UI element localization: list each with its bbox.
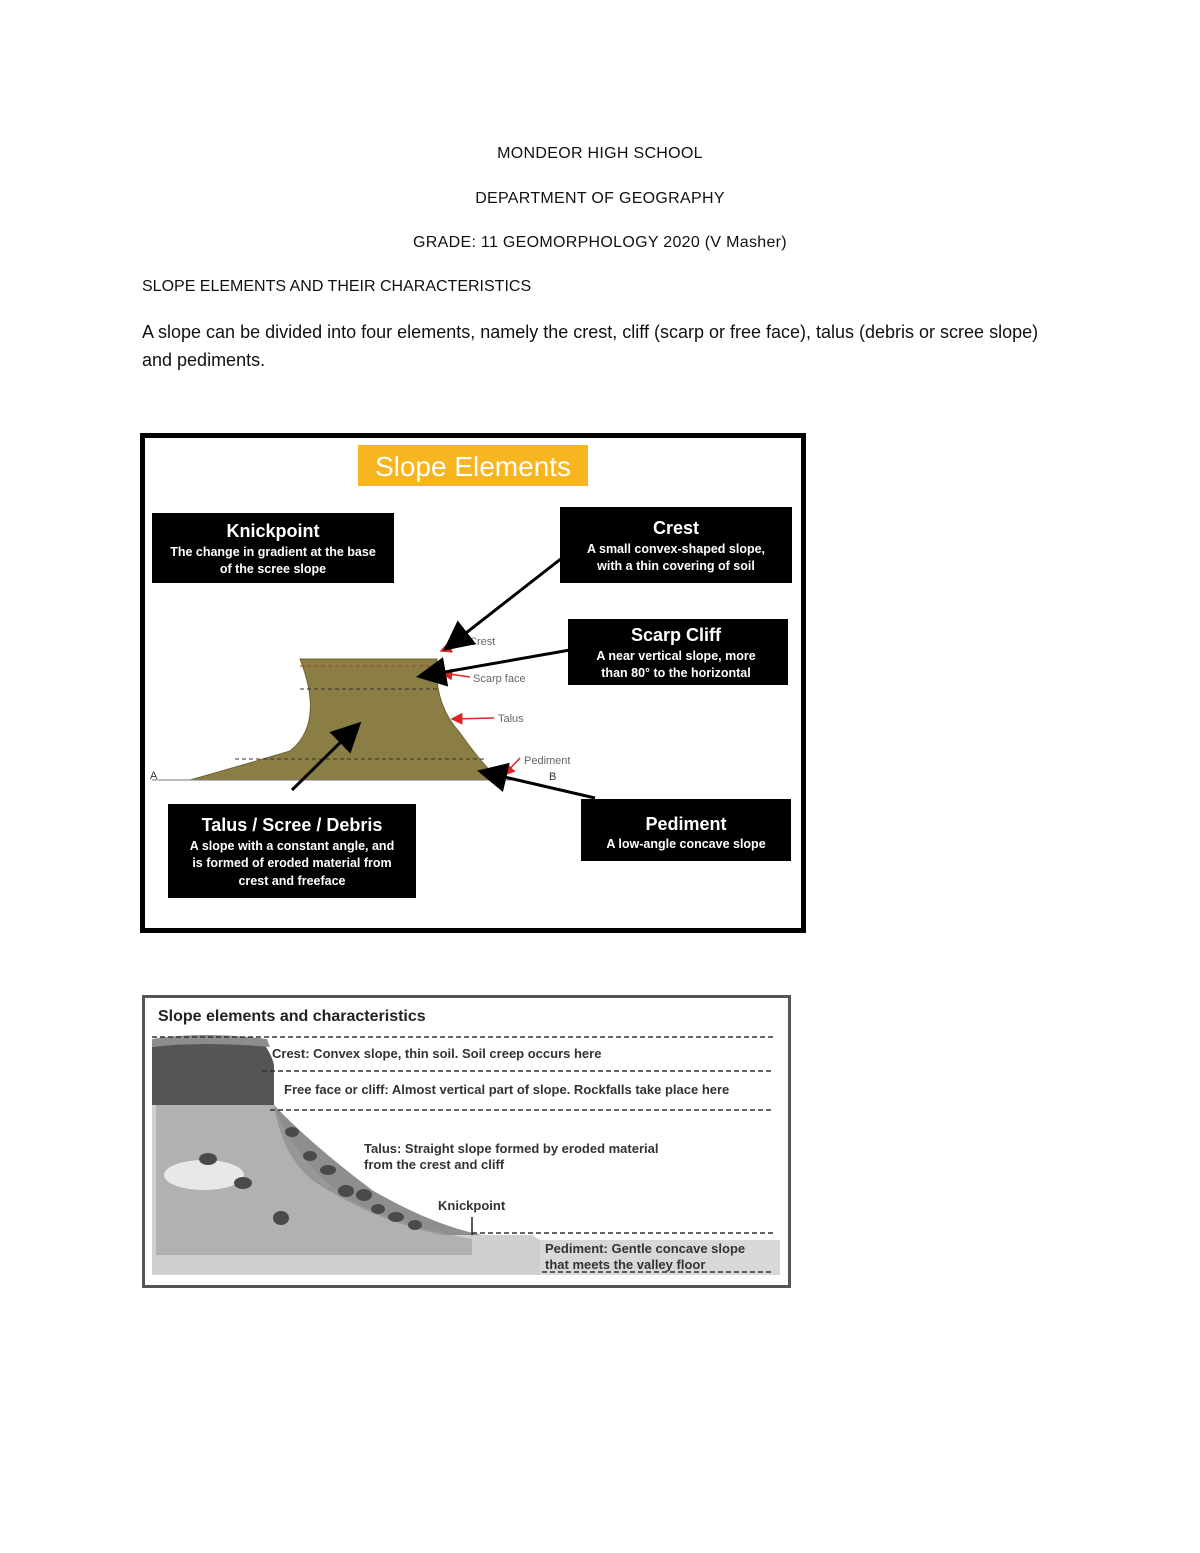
- slope-characteristics-figure: [142, 995, 792, 1289]
- crest-title: Crest: [652, 518, 700, 538]
- scarp-desc-2: than 80° to the horizontal: [601, 666, 751, 680]
- figure2-knickpoint-text: Knickpoint: [438, 1198, 506, 1213]
- talus-desc-2: is formed of eroded material from: [192, 856, 392, 870]
- knickpoint-desc-2: of the scree slope: [219, 562, 327, 576]
- pediment-desc: A low-angle concave slope: [606, 837, 766, 851]
- crest-desc-1: A small convex-shaped slope,: [586, 542, 766, 556]
- figure2-pediment-text-1: Pediment: Gentle concave slope: [545, 1241, 746, 1256]
- talus-desc-3: crest and freeface: [238, 874, 346, 888]
- scarp-label: Scarp face: [473, 673, 526, 685]
- pediment-label: Pediment: [524, 755, 571, 767]
- knickpoint-box: [152, 513, 394, 583]
- crest-box: [560, 507, 792, 583]
- crest-label: Crest: [469, 636, 496, 648]
- figure2-pediment-text-2: that meets the valley floor: [545, 1257, 706, 1272]
- slope-elements-figure: [140, 433, 806, 933]
- intro-paragraph: A slope can be divided into four elements, namely the crest, cliff (scarp or free face), talus (debris or scree slope) and pediments.: [142, 322, 1039, 370]
- school-name: MONDEOR HIGH SCHOOL: [497, 145, 703, 162]
- figure-title: Slope Elements: [374, 451, 572, 482]
- knickpoint-title: Knickpoint: [226, 521, 320, 541]
- crest-desc-2: with a thin covering of soil: [597, 559, 755, 573]
- figure2-freeface-text: Free face or cliff: Almost vertical part of slope. Rockfalls take place here: [284, 1082, 730, 1097]
- point-a-label: A: [150, 770, 158, 782]
- scarp-cliff-box: [568, 619, 788, 685]
- scarp-desc-1: A near vertical slope, more: [596, 649, 756, 663]
- point-b-label: B: [549, 771, 557, 783]
- pediment-title: Pediment: [645, 814, 727, 834]
- talus-red-arrow: [452, 718, 494, 719]
- pale-patch: [164, 1160, 244, 1190]
- section-title: SLOPE ELEMENTS AND THEIR CHARACTERISTICS: [142, 278, 532, 295]
- grade-line: GRADE: 11 GEOMORPHOLOGY 2020 (V Masher): [413, 234, 787, 251]
- talus-box: [168, 804, 416, 898]
- pediment-box: [581, 799, 791, 861]
- knickpoint-desc-1: The change in gradient at the base: [170, 545, 376, 559]
- figure2-title: Slope elements and characteristics: [158, 1008, 426, 1025]
- talus-title: Talus / Scree / Debris: [201, 815, 383, 835]
- talus-label: Talus: [498, 713, 524, 725]
- talus-desc-1: A slope with a constant angle, and: [189, 839, 395, 853]
- cliff-rock: [152, 1039, 274, 1105]
- department-name: DEPARTMENT OF GEOGRAPHY: [475, 190, 725, 207]
- figure2-talus-text-2: from the crest and cliff: [364, 1157, 505, 1172]
- figure2-crest-text: Crest: Convex slope, thin soil. Soil creep occurs here: [272, 1046, 602, 1061]
- figure2-talus-text-1: Talus: Straight slope formed by eroded material: [364, 1141, 659, 1156]
- scarp-title: Scarp Cliff: [630, 625, 722, 645]
